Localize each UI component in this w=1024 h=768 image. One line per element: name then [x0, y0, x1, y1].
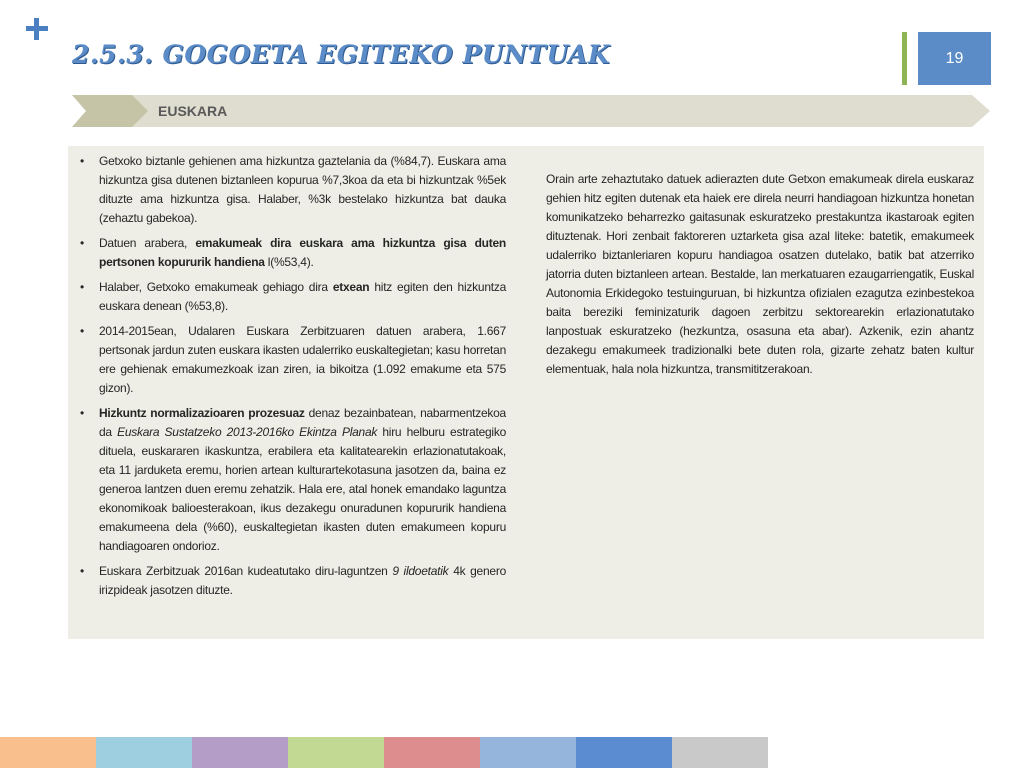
banner-chevron-dark — [72, 95, 148, 127]
bullet-icon: • — [80, 236, 84, 250]
plus-icon — [26, 18, 48, 40]
footer-swatch — [288, 737, 384, 768]
summary-paragraph: Orain arte zehaztutako datuek adierazten dute Getxon emakumeak direla euskaraz gehien hitz egiten dutenak eta haiek ere direla neurri handiagoan hizkuntza honetan komunikatzeko beharrezko gaitasunak eskuratzeko prestakuntza ikastaroak egiten dituztenak. Hori zenbait faktoreren uztarketa gisa azal liteke: batetik, emakumeek udalerriko biztanleriaren kopuru handiagoa osatzen dutelako, batik bat atzerriko jatorria duten biztanleen artean. Bestalde, lan merkatuaren ezaugarriengatik, Euskal Autonomia Erkidegoko testuinguruan, bi hizkuntza ofizialen ezagutza ezinbestekoa baita bereziki feminizaturik dagoen zerbitzu sektorearekin erlazionatutako lanpostuak eskuratzeko (hezkuntza, osasuna eta abar). Azkenik, ezin ahantz dezakegu emakumeek tradizionalki bete duten rola, gizarte zehatz baten kultur elementuak, hala nola hizkuntza, transmititzerakoan. — [546, 172, 974, 376]
bullet-segment: Euskara Zerbitzuak 2016an kudeatutako diru-laguntzen — [99, 564, 393, 578]
bullet-segment: hitz egiten den hizkuntza euskara denean (%53,8). — [99, 280, 507, 313]
bullet-text — [99, 280, 506, 313]
page-number: 19 — [918, 32, 991, 85]
bullet-segment: Getxoko biztanle gehienen ama hizkuntza gaztelania da (%84,7). Euskara ama hizkuntza gisa dutenen biztanleen kopurua %7,3koa da eta bi hizkuntzak %5ek dituzte ama hizkuntza gisa. Halaber, %3k bestelako hizkuntza bat dauka (zehaztu gabekoa). — [99, 154, 506, 225]
bullet-item — [80, 322, 506, 398]
footer-swatch — [576, 737, 672, 768]
bullet-item — [80, 152, 506, 228]
section-label: EUSKARA — [158, 103, 228, 119]
footer-color-strip — [0, 737, 768, 768]
accent-bar — [902, 32, 907, 85]
bullet-list — [80, 152, 506, 606]
footer-swatch — [96, 737, 192, 768]
page-title: 2.5.3. GOGOETA EGITEKO PUNTUAK — [72, 40, 611, 69]
bullet-segment: l(%53,4). — [267, 255, 314, 269]
bullet-segment: 9 ildoetatik — [392, 564, 449, 578]
bullet-item — [80, 234, 506, 272]
bullet-segment: Hizkuntz normalizazioaren prozesuaz — [99, 406, 305, 420]
bullet-text — [99, 236, 506, 269]
bullet-icon: • — [80, 154, 84, 168]
bullet-icon: • — [80, 406, 84, 420]
bullet-segment: 2014-2015ean, Udalaren Euskara Zerbitzuaren datuen arabera, 1.667 pertsonak jardun zuten euskara ikasten udalerriko euskaltegietan; kasu horretan ere gehienak emakumezkoak izan ziren, ia bikoitza (1.092 emakume eta 575 gizon). — [99, 324, 506, 395]
bullet-text — [99, 324, 506, 395]
footer-swatch — [672, 737, 768, 768]
bullet-segment: Datuen arabera, — [99, 236, 196, 250]
bullet-segment: denaz bezainbatean, nabarmentzekoa da — [99, 406, 506, 439]
bullet-icon: • — [80, 324, 84, 338]
bullet-icon: • — [80, 564, 84, 578]
bullet-segment: hiru helburu estrategiko dituela, euskararen ikaskuntza, erabilera eta kalitatearekin erlazionatutakoak, eta 11 jarduketa eremu, horien artean kulturartekotasuna jasotzen da, baina ez generoa lantzen duen eremu zehatzik. Hala ere, atal honek emandako laguntza ekonomikoak balioesterakoan, ikus dezakegu onuradunen kopururik handiena emakumeena dela (%60), euskaltegietan ikasten duten emakumeen kopuru handiagoaren ondorioz. — [99, 425, 507, 553]
bullet-item — [80, 562, 506, 600]
bullet-segment: 4k genero irizpideak jasotzen dituzte. — [99, 564, 506, 597]
bullet-item — [80, 404, 506, 556]
bullet-item — [80, 278, 506, 316]
bullet-icon: • — [80, 280, 84, 294]
bullet-text — [99, 154, 506, 225]
section-banner — [72, 95, 990, 127]
bullet-text — [99, 406, 506, 553]
bullet-segment: Halaber, Getxoko emakumeak gehiago dira — [99, 280, 333, 294]
bullet-segment: etxean — [332, 280, 370, 294]
footer-swatch — [192, 737, 288, 768]
bullet-segment: Euskara Sustatzeko 2013-2016ko Ekintza Planak — [117, 425, 378, 439]
bullet-segment: emakumeak dira euskara ama hizkuntza gisa duten pertsonen kopururik handiena — [99, 236, 507, 269]
bullet-text — [99, 564, 506, 597]
footer-swatch — [0, 737, 96, 768]
footer-swatch — [480, 737, 576, 768]
footer-swatch — [384, 737, 480, 768]
